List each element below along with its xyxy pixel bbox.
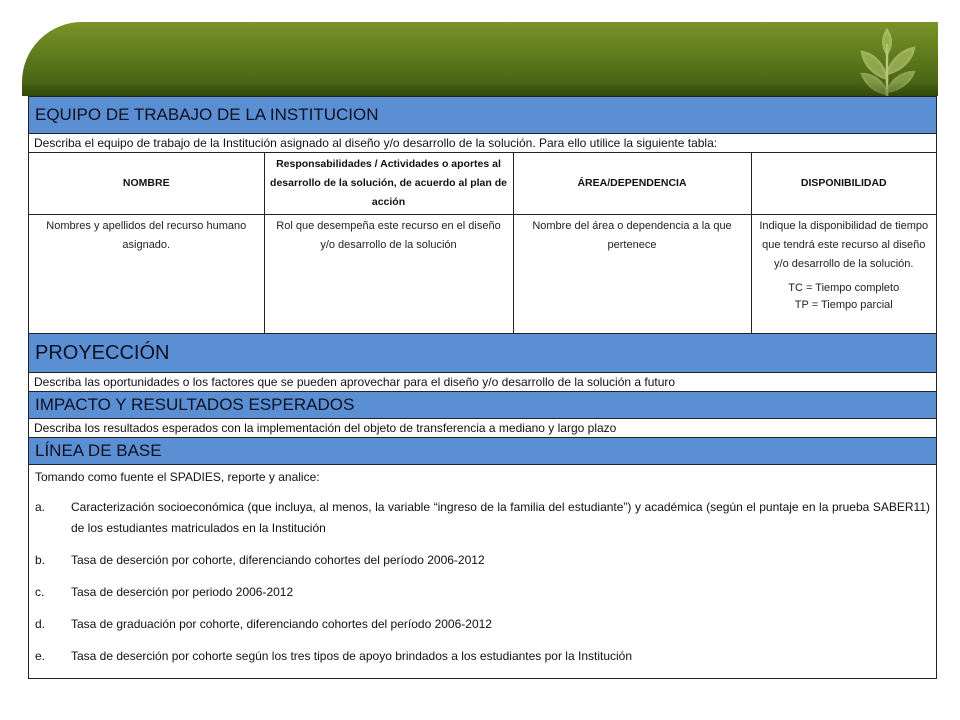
legend-tp: TP = Tiempo parcial (794, 299, 893, 311)
baseline-section-body (29, 465, 936, 667)
availability-legend (757, 280, 932, 314)
list-item-text: Tasa de deserción por periodo 2006-2012 (71, 585, 294, 599)
guide-responsabilidades: Rol que desempeña este recurso en el diseño y/o desarrollo de la solución (264, 215, 513, 334)
form-document (28, 96, 937, 679)
list-item (35, 582, 930, 603)
list-marker: a. (35, 500, 46, 514)
team-table-header-row (29, 153, 936, 215)
col-header-area: ÁREA/DEPENDENCIA (513, 153, 751, 215)
legend-tc: TC = Tiempo completo (788, 282, 900, 294)
baseline-section-title: LÍNEA DE BASE (29, 438, 936, 465)
list-item-text: Tasa de deserción por cohorte, diferenciando cohortes del período 2006-2012 (71, 553, 485, 567)
col-header-nombre: NOMBRE (29, 153, 264, 215)
team-section-title: EQUIPO DE TRABAJO DE LA INSTITUCION (29, 97, 936, 134)
projection-section-description: Describa las oportunidades o los factores que se pueden aprovechar para el diseño y/o desarrollo de la solución a futuro (29, 373, 936, 392)
list-item-text: Caracterización socioeconómica (que incluya, al menos, la variable “ingreso de la familia del estudiante”) y académica (según el puntaje en la prueba SABER11) de los estudiantes matriculados en la Institución (71, 500, 930, 535)
list-marker: c. (35, 585, 45, 599)
impact-section-description: Describa los resultados esperados con la implementación del objeto de transferencia a mediano y largo plazo (29, 419, 936, 438)
guide-area: Nombre del área o dependencia a la que pertenece (513, 215, 751, 334)
list-item (35, 614, 930, 635)
header-banner (22, 22, 938, 96)
col-header-responsabilidades: Responsabilidades / Actividades o aportes al desarrollo de la solución, de acuerdo al plan de acción (264, 153, 513, 215)
list-marker: d. (35, 617, 46, 631)
team-table (29, 153, 936, 334)
guide-nombre: Nombres y apellidos del recurso humano asignado. (29, 215, 264, 334)
list-item-text: Tasa de deserción por cohorte según los tres tipos de apoyo brindados a los estudiantes por la Institución (71, 649, 633, 663)
baseline-intro: Tomando como fuente el SPADIES, reporte y analice: (35, 470, 320, 484)
impact-section-title: IMPACTO Y RESULTADOS ESPERADOS (29, 392, 936, 419)
list-item-text: Tasa de graduación por cohorte, diferenciando cohortes del período 2006-2012 (71, 617, 492, 631)
list-marker: e. (35, 649, 46, 663)
leaf-ornament-icon (842, 24, 932, 96)
list-marker: b. (35, 553, 46, 567)
baseline-list (35, 497, 930, 667)
guide-disponibilidad-cell (751, 215, 936, 334)
list-item (35, 646, 930, 667)
projection-section-title: PROYECCIÓN (29, 334, 936, 373)
list-item (35, 550, 930, 571)
team-table-guide-row (29, 215, 936, 334)
list-item (35, 497, 930, 539)
team-section-description: Describa el equipo de trabajo de la Institución asignado al diseño y/o desarrollo de la solución. Para ello utilice la siguiente tabla: (29, 134, 936, 153)
guide-disponibilidad: Indique la disponibilidad de tiempo que tendrá este recurso al diseño y/o desarrollo de la solución. (759, 220, 929, 270)
col-header-disponibilidad: DISPONIBILIDAD (751, 153, 936, 215)
